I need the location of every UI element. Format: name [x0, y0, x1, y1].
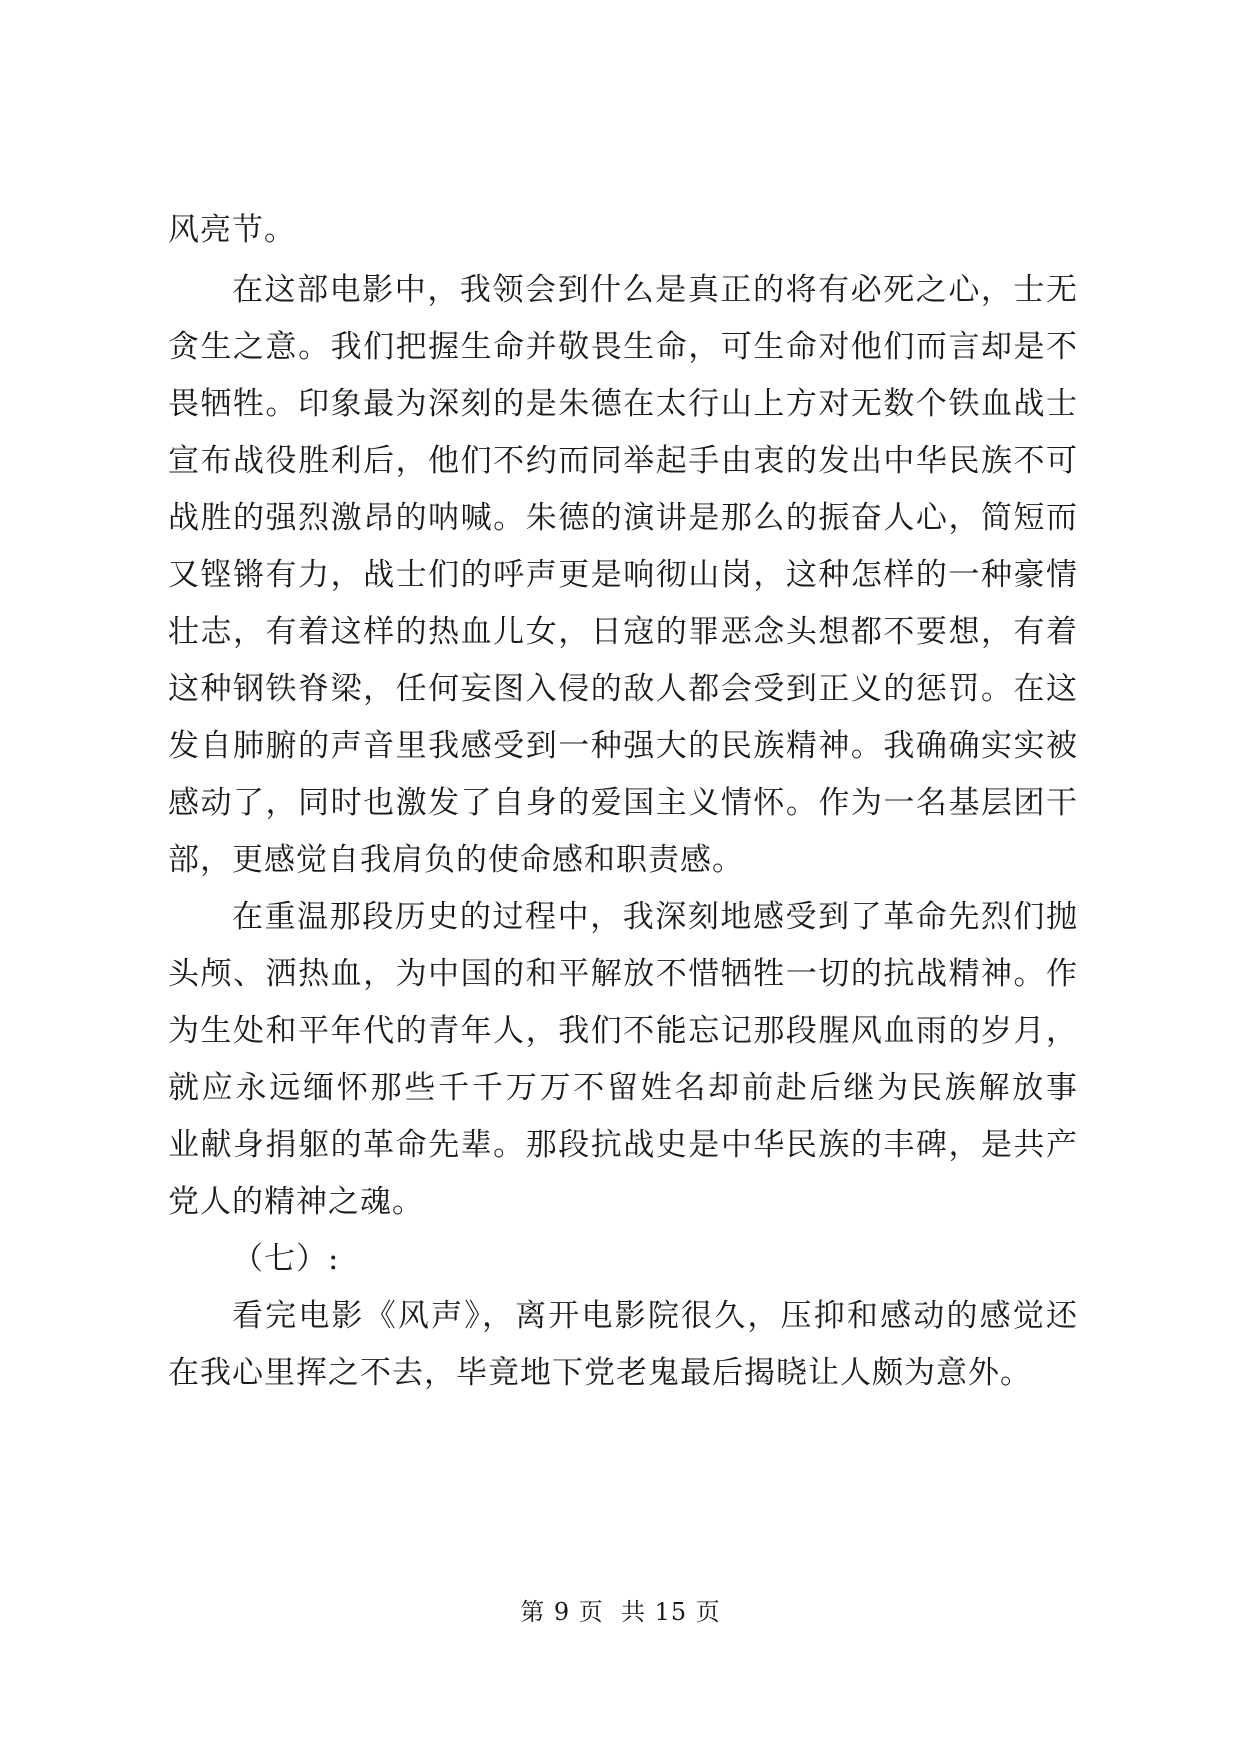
text-line: 在我心里挥之不去，毕竟地下党老鬼最后揭晓让人颇为意外。	[168, 1355, 1032, 1391]
page-number-label: 第 9 页 共 15 页	[520, 1598, 721, 1626]
text-line: 感动了，同时也激发了自身的爱国主义情怀。作为一名基层团干	[168, 785, 1078, 821]
text-line: 战胜的强烈激昂的呐喊。朱德的演讲是那么的振奋人心，简短而	[168, 500, 1078, 536]
text-line: 这种钢铁脊梁，任何妄图入侵的敌人都会受到正义的惩罚。在这	[168, 671, 1078, 707]
paragraph-first-line: 看完电影《风声》，离开电影院很久，压抑和感动的感觉还	[232, 1298, 1078, 1334]
text-line: 宣布战役胜利后，他们不约而同举起手由衷的发出中华民族不可	[168, 443, 1078, 479]
text-line: 畏牺牲。印象最为深刻的是朱德在太行山上方对无数个铁血战士	[168, 386, 1078, 422]
text-line: 发自肺腑的声音里我感受到一种强大的民族精神。我确确实实被	[168, 728, 1078, 764]
text-line: 为生处和平年代的青年人，我们不能忘记那段腥风血雨的岁月，	[168, 1013, 1078, 1049]
paragraph-first-line: 在这部电影中，我领会到什么是真正的将有必死之心，士无	[232, 272, 1078, 308]
paragraph-first-line: 在重温那段历史的过程中，我深刻地感受到了革命先烈们抛	[232, 899, 1078, 935]
text-line: 党人的精神之魂。	[168, 1184, 424, 1220]
page-footer	[0, 1596, 1241, 1628]
text-line: 就应永远缅怀那些千千万万不留姓名却前赴后继为民族解放事	[168, 1070, 1078, 1106]
text-line: 风亮节。	[168, 212, 296, 248]
text-line: 头颅、洒热血，为中国的和平解放不惜牺牲一切的抗战精神。作	[168, 956, 1078, 992]
text-line: 又铿锵有力，战士们的呼声更是响彻山岗，这种怎样的一种豪情	[168, 557, 1078, 593]
text-line: 贪生之意。我们把握生命并敬畏生命，可生命对他们而言却是不	[168, 329, 1078, 365]
text-line: 业献身捐躯的革命先辈。那段抗战史是中华民族的丰碑，是共产	[168, 1127, 1078, 1163]
text-line: 壮志，有着这样的热血儿女，日寇的罪恶念头想都不要想，有着	[168, 614, 1078, 650]
section-heading: （七）:	[232, 1241, 340, 1277]
text-line: 部，更感觉自我肩负的使命感和职责感。	[168, 842, 744, 878]
